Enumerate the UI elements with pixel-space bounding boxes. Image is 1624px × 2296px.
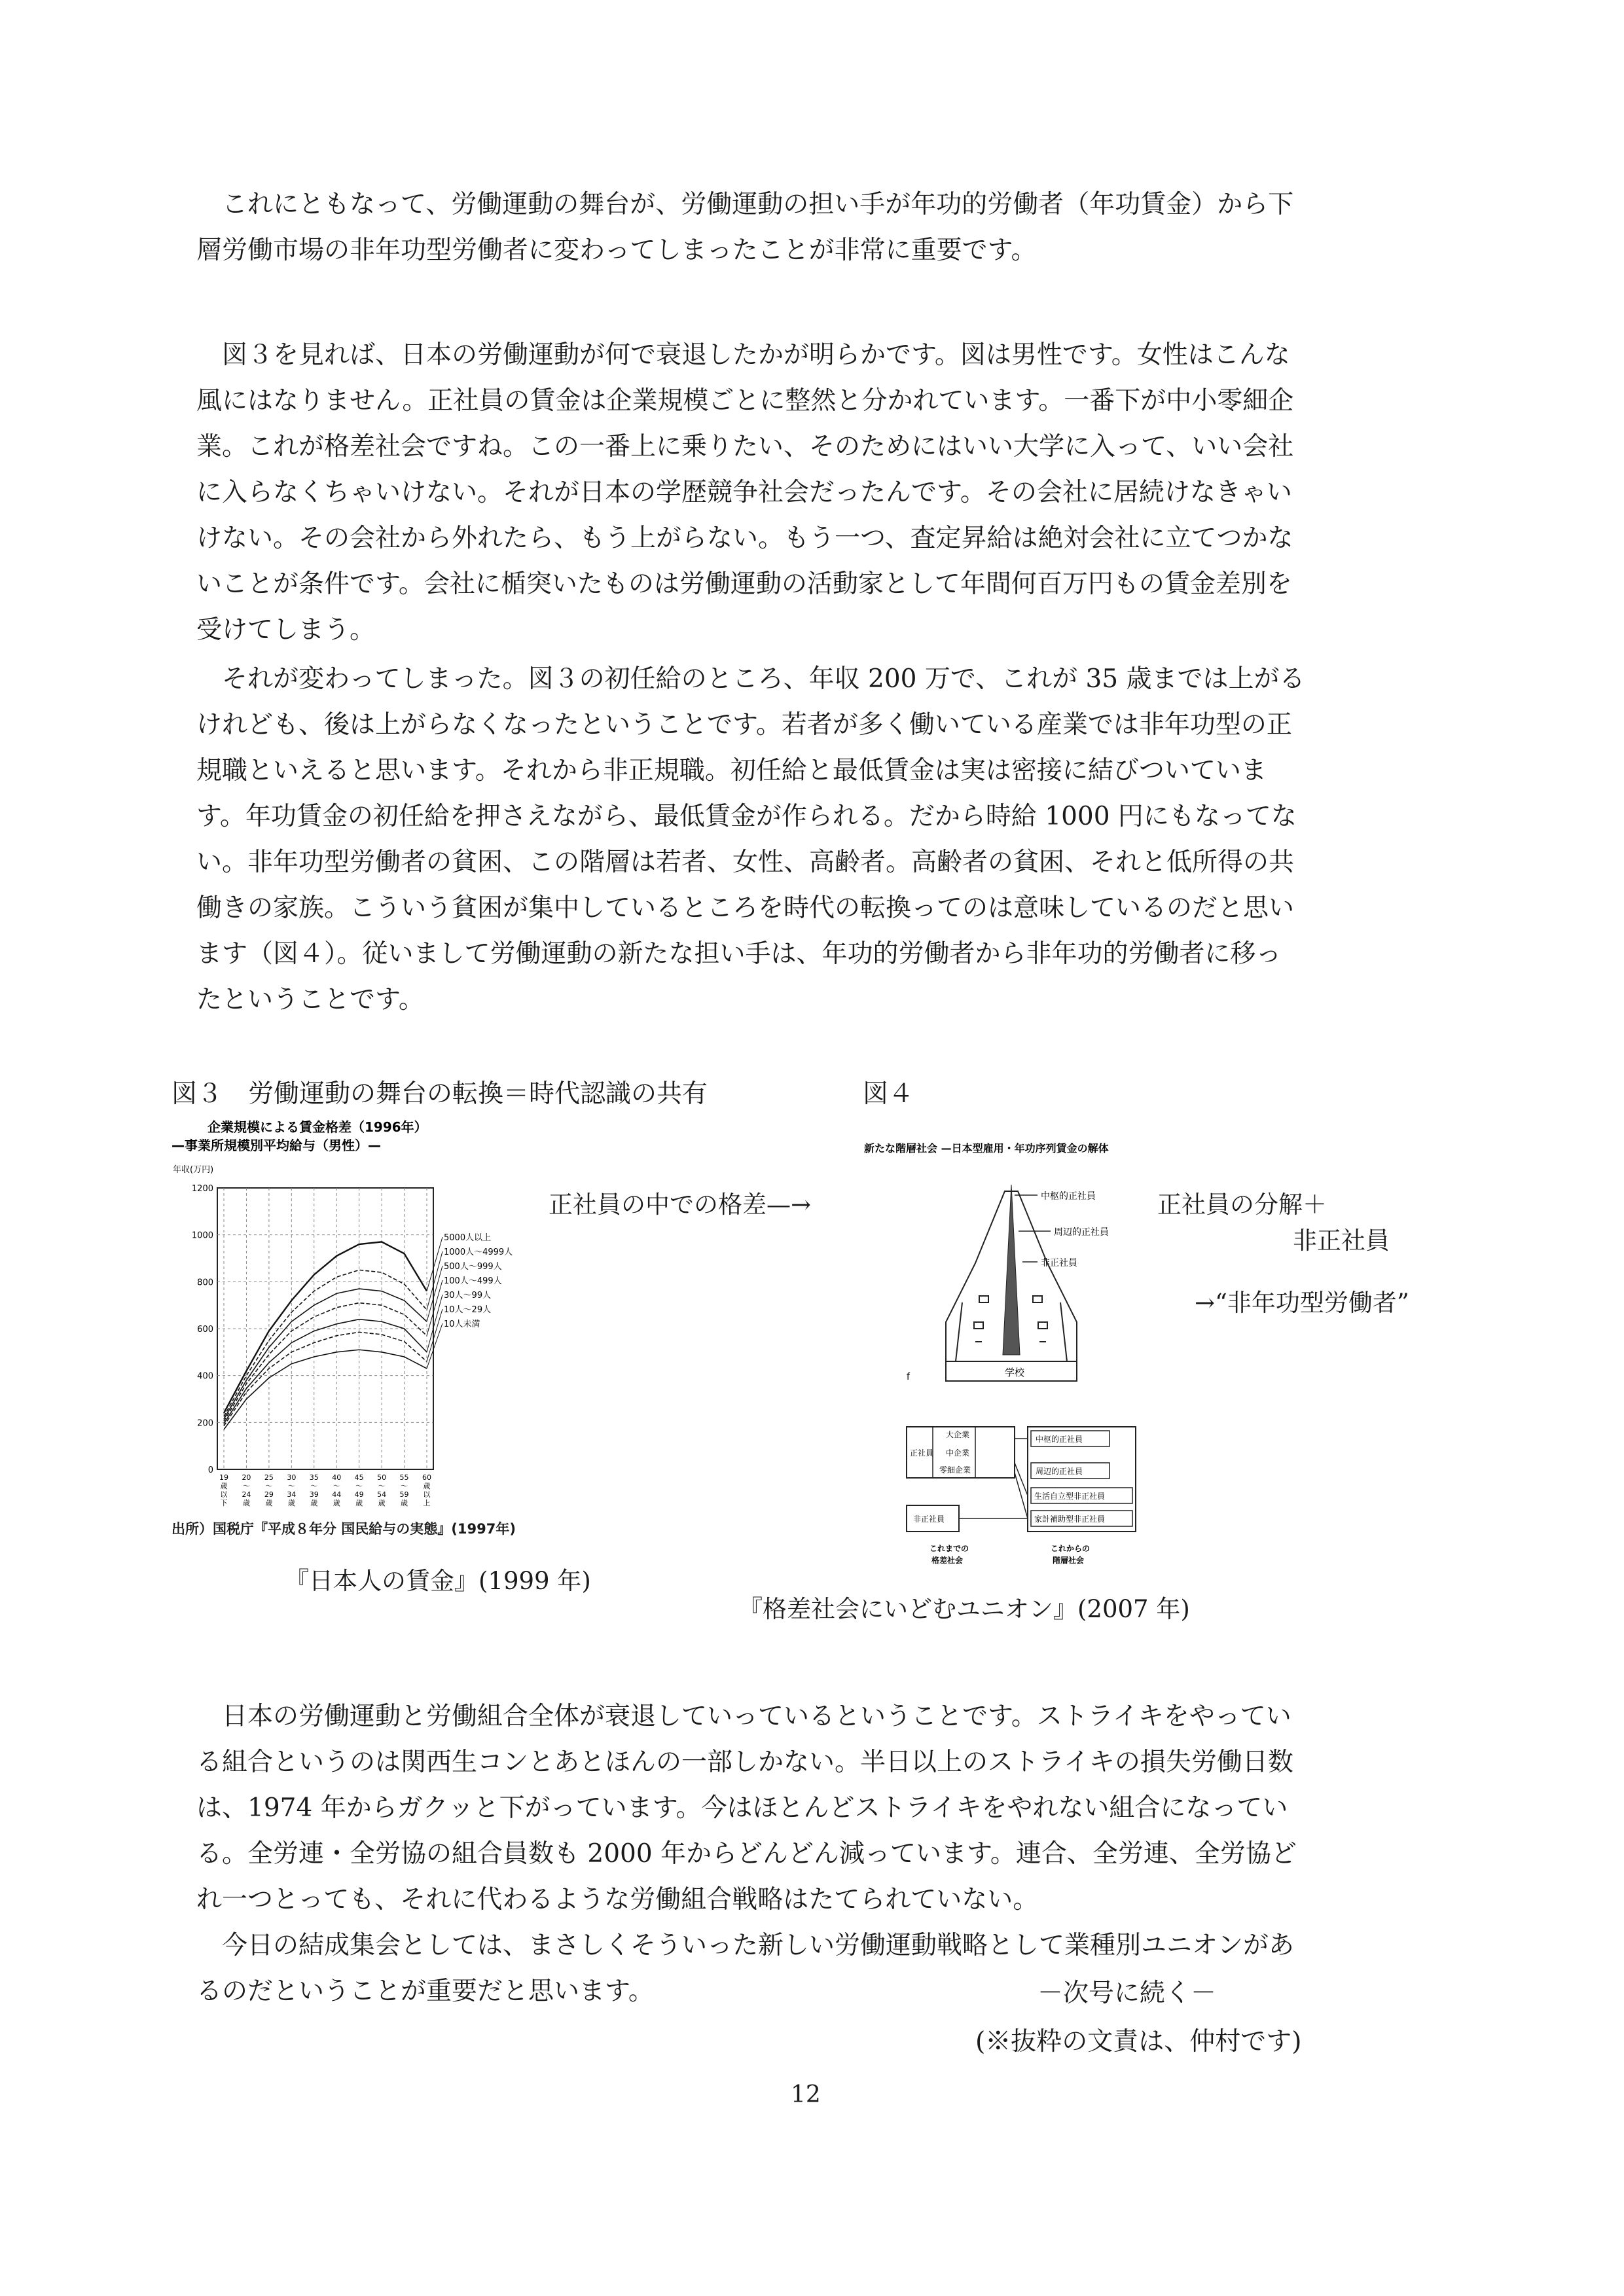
p3-line: 働きの家族。こういう貧困が集中しているところを時代の転換ってのは意味しているのだと思い xyxy=(196,893,1295,923)
chart-x-tick-label: 45 xyxy=(354,1473,364,1482)
chart-series-label: 10人～29人 xyxy=(444,1305,492,1315)
fig3-source: 出所）国税庁『平成８年分 国民給与の実態』(1997年) xyxy=(171,1521,516,1537)
pyramid-core-spike xyxy=(1003,1185,1020,1355)
chart-y-tick-label: 200 xyxy=(197,1418,213,1429)
paragraph-1 xyxy=(196,182,1427,274)
fig4-note-2: 非正社員 xyxy=(1293,1227,1390,1255)
p4-line: る。全労連・全労協の組合員数も 2000 年からどんどん減っています。連合、全労連、全労協ど xyxy=(196,1839,1297,1869)
chart-y-tick-label: 600 xyxy=(197,1325,213,1335)
box-small: 零細企業 xyxy=(939,1465,971,1475)
page-number: 12 xyxy=(791,2081,821,2108)
label-peripheral: 周辺的正社員 xyxy=(1054,1227,1109,1238)
chart-x-tick-label: 以 xyxy=(423,1490,431,1499)
chart-y-tick-label: 400 xyxy=(197,1371,213,1382)
f-label: f xyxy=(907,1372,910,1382)
left-caption-1: これまでの xyxy=(929,1544,969,1553)
paragraph-5 xyxy=(196,1923,1427,2015)
chart-x-tick-label: 20 xyxy=(242,1473,251,1482)
chart-x-tick-label: 30 xyxy=(287,1473,297,1482)
box-r3: 生活自立型非正社員 xyxy=(1034,1492,1106,1501)
chart-x-tick-label: 歳 xyxy=(378,1499,386,1507)
label-core: 中枢的正社員 xyxy=(1041,1191,1096,1202)
chart-series-line xyxy=(224,1270,427,1416)
chart-x-tick-label: ～ xyxy=(242,1482,250,1490)
fig4-diagram-title: 新たな階層社会 —日本型雇用・年功序列賃金の解体 xyxy=(864,1142,1109,1155)
box-r1: 中枢的正社員 xyxy=(1036,1435,1083,1444)
p3-line: たということです。 xyxy=(196,985,424,1014)
p2-line: けない。その会社から外れたら、もう上がらない。もう一つ、査定昇給は絶対会社に立てつかな xyxy=(196,524,1293,553)
pyramid-wall-left xyxy=(956,1302,962,1361)
box-non-regular: 非正社員 xyxy=(913,1515,945,1524)
chart-series-line xyxy=(224,1319,427,1424)
chart-x-tick-label: ～ xyxy=(401,1482,408,1490)
fig3-chart xyxy=(171,1116,525,1541)
chart-x-tick-label: 歳 xyxy=(310,1499,318,1507)
box-r4: 家計補助型非正社員 xyxy=(1034,1515,1106,1524)
chart-x-tick-label: 歳 xyxy=(265,1499,273,1507)
chart-title: 企業規模による賃金格差（1996年） xyxy=(208,1119,427,1135)
chart-series-leader xyxy=(427,1237,442,1291)
chart-x-tick-label: 50 xyxy=(377,1473,387,1482)
chart-x-tick-label: 19 xyxy=(219,1473,228,1482)
chart-y-tick-label: 1200 xyxy=(191,1184,213,1194)
chart-x-tick-label: 54 xyxy=(377,1490,387,1499)
chart-x-tick-label: 上 xyxy=(423,1499,431,1507)
chart-x-tick-label: 60 xyxy=(422,1473,431,1482)
school-label: 学校 xyxy=(1005,1367,1025,1378)
fig4-note-3: →“非年功型労働者” xyxy=(1195,1289,1409,1317)
label-non-regular: 非正社員 xyxy=(1041,1258,1077,1268)
p2-line: 受けてしまう。 xyxy=(196,615,376,645)
chart-x-tick-label: 下 xyxy=(220,1499,228,1507)
chart-series-line xyxy=(224,1350,427,1429)
chart-x-tick-label: 59 xyxy=(399,1490,409,1499)
continued-marker: －次号に続く－ xyxy=(1038,1979,1217,2008)
left-caption-2: 格差社会 xyxy=(931,1556,964,1565)
p3-line: けれども、後は上がらなくなったということです。若者が多く働いている産業では非年功型の正 xyxy=(196,710,1292,740)
chart-y-tick-label: 1000 xyxy=(191,1230,213,1241)
p5-line: 今日の結成集会としては、まさしくそういった新しい労働運動戦略として業種別ユニオンがあ xyxy=(222,1931,1295,1960)
paragraph-3 xyxy=(196,656,1427,1023)
chart-x-tick-label: 25 xyxy=(264,1473,274,1482)
chart-y-tick-label: 800 xyxy=(197,1278,213,1288)
chart-x-tick-label: ～ xyxy=(310,1482,318,1490)
chart-x-tick-label: ～ xyxy=(355,1482,363,1490)
fig4-label: 図４ xyxy=(863,1079,914,1109)
chart-x-tick-label: 歳 xyxy=(355,1499,363,1507)
chart-x-tick-label: 34 xyxy=(287,1490,297,1499)
p3-line: い。非年功型労働者の貧困、この階層は若者、女性、高齢者。高齢者の貧困、それと低所得の共 xyxy=(196,848,1295,877)
chart-series-label: 500人～999人 xyxy=(444,1262,502,1272)
chart-x-tick-label: 歳 xyxy=(401,1499,408,1507)
chart-x-tick-label: 歳 xyxy=(287,1499,295,1507)
chart-series-leader xyxy=(427,1280,442,1336)
fig3-caption: 『日本人の賃金』(1999 年) xyxy=(285,1567,591,1595)
chart-x-tick-label: 歳 xyxy=(220,1482,228,1490)
fig4-note-1: 正社員の分解＋ xyxy=(1157,1191,1327,1219)
chart-y-tick-label: 0 xyxy=(208,1465,213,1475)
chart-x-tick-label: ～ xyxy=(287,1482,295,1490)
chart-x-tick-label: ～ xyxy=(265,1482,273,1490)
p3-line: す。年功賃金の初任給を押さえながら、最低賃金が作られる。だから時給 1000 円にもなってな xyxy=(196,802,1297,831)
chart-series-leader xyxy=(427,1251,442,1310)
box-regular: 正社員 xyxy=(910,1448,934,1458)
paragraph-4 xyxy=(196,1694,1427,1923)
chart-series-line xyxy=(224,1289,427,1419)
chart-x-tick-label: 49 xyxy=(354,1490,364,1499)
p2-line: 業。これが格差社会ですね。この一番上に乗りたい、そのためにはいい大学に入って、いい会社 xyxy=(196,432,1294,461)
chart-series-leader xyxy=(427,1266,442,1321)
pyramid-wall-right xyxy=(1060,1302,1067,1361)
author-note: (※抜粋の文責は、仲村です) xyxy=(975,2027,1302,2056)
fig4-caption: 『格差社会にいどむユニオン』(2007 年) xyxy=(738,1595,1190,1623)
chart-x-tick-label: 39 xyxy=(309,1490,319,1499)
p2-line: 図３を見れば、日本の労働運動が何で衰退したかが明らかです。図は男性です。女性はこんな xyxy=(222,340,1290,370)
right-caption-2: 階層社会 xyxy=(1053,1556,1085,1565)
p3-line: 規職といえると思います。それから非正規職。初任給と最低賃金は実は密接に結びついていま xyxy=(196,756,1267,785)
chart-y-unit: 年収(万円) xyxy=(173,1165,214,1175)
fig3-label: 図３ 労働運動の舞台の転換＝時代認識の共有 xyxy=(171,1079,708,1109)
chart-series-label: 5000人以上 xyxy=(444,1233,492,1243)
fig4-diagram xyxy=(851,1139,1191,1584)
chart-x-tick-label: 歳 xyxy=(423,1482,431,1490)
p3-line: ます（図４）。従いまして労働運動の新たな担い手は、年功的労働者から非年功的労働者に移っ xyxy=(196,939,1282,969)
p2-line: に入らなくちゃいけない。それが日本の学歴競争社会だったんです。その会社に居続けなきゃい xyxy=(196,478,1292,507)
p1-line: 層労働市場の非年功型労働者に変わってしまったことが非常に重要です。 xyxy=(196,236,1037,265)
p3-line: それが変わってしまった。図３の初任給のところ、年収 200 万で、これが 35 歳までは上がる xyxy=(222,664,1305,694)
chart-x-tick-label: 55 xyxy=(399,1473,409,1482)
p1-line: これにともなって、労働運動の舞台が、労働運動の担い手が年功的労働者（年功賃金）から下 xyxy=(222,190,1294,219)
chart-subtitle: —事業所規模別平均給与（男性）— xyxy=(171,1138,381,1153)
chart-series-label: 1000人～4999人 xyxy=(444,1247,513,1257)
box-r2: 周辺的正社員 xyxy=(1036,1467,1083,1476)
chart-series-line xyxy=(224,1303,427,1422)
p5-line: るのだということが重要だと思います。 xyxy=(196,1977,654,2006)
p4-line: る組合というのは関西生コンとあとほんの一部しかない。半日以上のストライキの損失労働日数 xyxy=(196,1748,1293,1777)
chart-series-label: 10人未満 xyxy=(444,1319,480,1329)
chart-x-tick-label: ～ xyxy=(378,1482,386,1490)
chart-series-label: 30人～99人 xyxy=(444,1291,492,1300)
p4-line: は、1974 年からガクッと下がっています。今はほとんどストライキをやれない組合になってい xyxy=(196,1793,1288,1823)
chart-x-tick-label: 29 xyxy=(264,1490,274,1499)
chart-x-tick-label: ～ xyxy=(333,1482,340,1490)
p4-line: 日本の労働運動と労働組合全体が衰退していっているということです。ストライキをやってい xyxy=(222,1702,1291,1731)
p2-line: 風にはなりません。正社員の賃金は企業規模ごとに整然と分かれています。一番下が中小零細企 xyxy=(196,386,1294,416)
chart-x-tick-label: 40 xyxy=(332,1473,342,1482)
chart-series-label: 100人～499人 xyxy=(444,1276,502,1286)
fig3-arrow-label: 正社員の中での格差—→ xyxy=(549,1191,812,1219)
box-medium: 中企業 xyxy=(946,1448,970,1458)
chart-x-tick-label: 歳 xyxy=(242,1499,250,1507)
chart-x-tick-label: 歳 xyxy=(333,1499,340,1507)
chart-series-leader xyxy=(427,1323,442,1369)
p4-line: れ一つとっても、それに代わるような労働組合戦略はたてられていない。 xyxy=(196,1885,1039,1914)
box-large: 大企業 xyxy=(946,1430,970,1439)
paragraph-2 xyxy=(196,332,1427,653)
chart-x-tick-label: 35 xyxy=(309,1473,319,1482)
chart-series-leader xyxy=(427,1295,442,1352)
box-diagram xyxy=(907,1427,1136,1565)
chart-x-tick-label: 44 xyxy=(332,1490,342,1499)
chart-x-tick-label: 24 xyxy=(242,1490,251,1499)
chart-series-leader xyxy=(427,1309,442,1361)
p2-line: いことが条件です。会社に楯突いたものは労働運動の活動家として年間何百万円もの賃金差別を xyxy=(196,569,1292,599)
right-caption-1: これからの xyxy=(1051,1544,1091,1553)
chart-x-tick-label: 以 xyxy=(220,1490,228,1499)
